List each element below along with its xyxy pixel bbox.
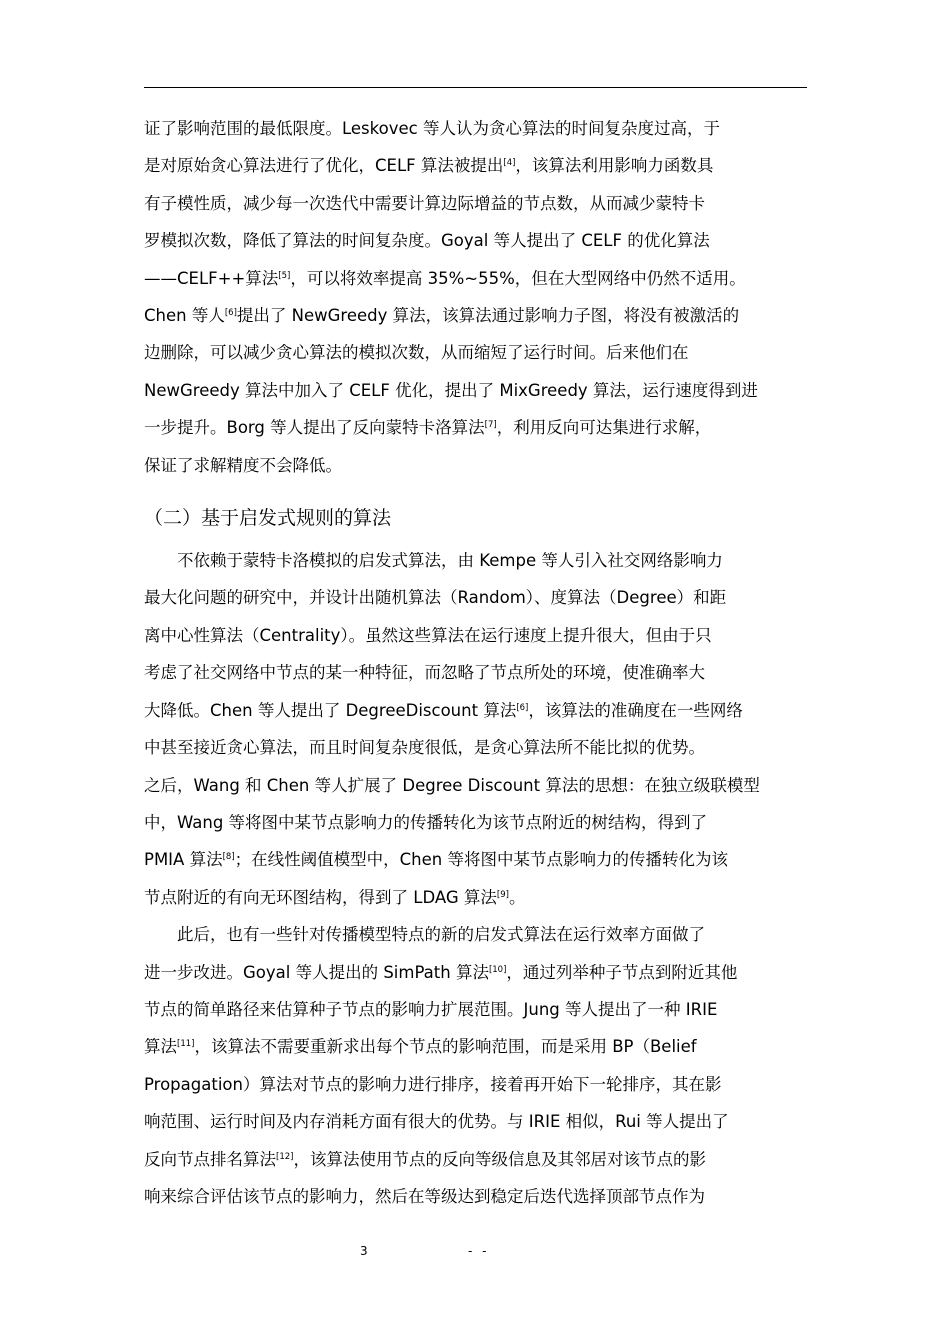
paragraph-3: 此后，也有一些针对传播模型特点的新的启发式算法在运行效率方面做了 进一步改进。Goyal 等人提出的 SimPath 算法[10]，通过列举种子节点到附近其他 节点的简单路径来估算种子节点的影响力扩展范围。Jung 等人提出了一种 IRIE 算法[11]，该算法不需要重新求出每个节点的影响范围，而是采用 BP（Belief Propagation）算法对节点的影响力进行排序，接着再开始下一轮排序，其在影 响范围、运行时间及内存消耗方面有很大的优势。与 IRIE 相似，Rui 等人提出了 反向节点排名算法[12]，该算法使用节点的反向等级信息及其邻居对该节点的影 响来综合评估该节点的影响力，然后在等级达到稳定后迭代选择顶部节点作为 — [144, 925, 738, 1206]
section-heading: （二）基于启发式规则的算法 — [144, 507, 392, 530]
page-number: 3 — [360, 1244, 368, 1258]
paragraph-2: 不依赖于蒙特卡洛模拟的启发式算法，由 Kempe 等人引入社交网络影响力 最大化问题的研究中，并设计出随机算法（Random）、度算法（Degree）和距 离中心性算法（Centrality）。虽然这些算法在运行速度上提升很大，但由于只 考虑了社交网络中节点的某一种特征，而忽略了节点所处的环境，使准确率大 大降低。Chen 等人提出了 DegreeDiscount 算法[6]，该算法的准确度在一些网络 中甚至接近贪心算法，而且时间复杂度很低，是贪心算法所不能比拟的优势。 之后，Wang 和 Chen 等人扩展了 Degree Discount 算法的思想：在独立级联模型 中，Wang 等将图中某节点影响力的传播转化为该节点附近的树结构，得到了 PMIA 算法[8]；在线性阈值模型中，Chen 等将图中某节点影响力的传播转化为该 节点附近的有向无环图结构，得到了 LDAG 算法[9]。 — [144, 551, 760, 907]
header-rule — [144, 87, 807, 88]
paragraph-1: 证了影响范围的最低限度。Leskovec 等人认为贪心算法的时间复杂度过高，于 是对原始贪心算法进行了优化，CELF 算法被提出[4]，该算法利用影响力函数具 有子模性质，减少每一次迭代中需要计算边际增益的节点数，从而减少蒙特卡 罗模拟次数，降低了算法的时间复杂度。Goyal 等人提出了 CELF 的优化算法 ——CELF++算法[5]，可以将效率提高 35%~55%，但在大型网络中仍然不适用。 Chen 等人[6]提出了 NewGreedy 算法，该算法通过影响力子图，将没有被激活的 边删除，可以减少贪心算法的模拟次数，从而缩短了运行时间。后来他们在 NewGreedy 算法中加入了 CELF 优化，提出了 MixGreedy 算法，运行速度得到进 一步提升。Borg 等人提出了反向蒙特卡洛算法[7]，利用反向可达集进行求解， 保证了求解精度不会降低。 — [144, 119, 758, 475]
footer-marker: - - — [468, 1244, 490, 1258]
document-body — [144, 110, 808, 1215]
